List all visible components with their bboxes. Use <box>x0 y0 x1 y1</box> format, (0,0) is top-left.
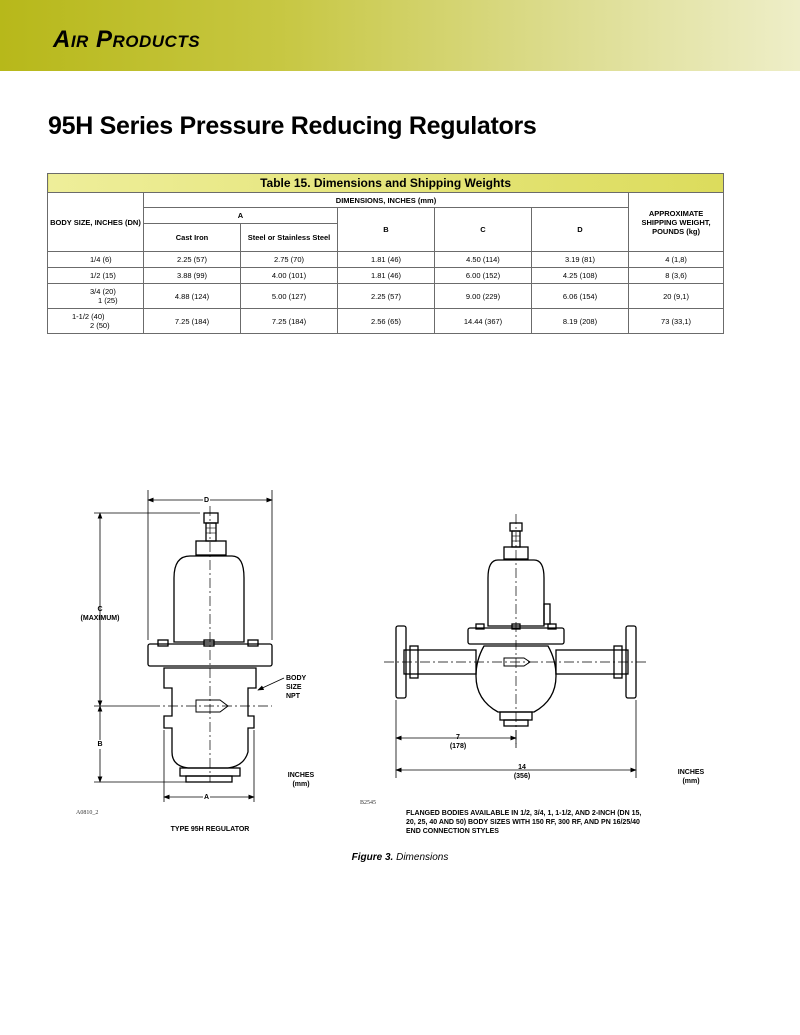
table-caption: Table 15. Dimensions and Shipping Weights <box>48 174 724 193</box>
cell-a-steel: 7.25 (184) <box>241 309 338 334</box>
header-body-size: BODY SIZE, INCHES (DN) <box>48 193 144 252</box>
cell-weight: 4 (1,8) <box>629 252 724 268</box>
header-banner <box>0 0 800 71</box>
dimensions-table <box>47 173 724 334</box>
cell-size-line2: 2 (50) <box>90 321 110 330</box>
cell-a-cast: 7.25 (184) <box>144 309 241 334</box>
cell-c: 4.50 (114) <box>435 252 532 268</box>
cell-d: 8.19 (208) <box>532 309 629 334</box>
page-title: 95H Series Pressure Reducing Regulators <box>48 112 537 140</box>
cell-b: 1.81 (46) <box>338 268 435 284</box>
cell-weight: 20 (9,1) <box>629 284 724 309</box>
figure-caption <box>0 852 800 863</box>
cell-a-steel: 4.00 (101) <box>241 268 338 284</box>
header-d: D <box>532 208 629 252</box>
dim-7-label: 7 <box>456 734 460 741</box>
cell-b: 2.56 (65) <box>338 309 435 334</box>
table-row <box>48 309 724 334</box>
header-a-steel: Steel or Stainless Steel <box>241 224 338 252</box>
dim-b-label: B <box>93 740 107 749</box>
cell-weight: 73 (33,1) <box>629 309 724 334</box>
cell-a-cast: 2.25 (57) <box>144 252 241 268</box>
dim-c-sub-label: (MAXIMUM) <box>80 615 120 622</box>
cell-size-line1: 1-1/2 (40) <box>72 312 105 321</box>
cell-b: 1.81 (46) <box>338 252 435 268</box>
left-units-label-2: (mm) <box>292 781 310 788</box>
header-a-cast: Cast Iron <box>144 224 241 252</box>
figure-caption-label: Figure 3. <box>351 852 394 863</box>
left-dimension-lines <box>94 490 284 802</box>
dim-d-label: D <box>204 497 210 504</box>
cell-a-cast: 3.88 (99) <box>144 268 241 284</box>
flanged-regulator-drawing <box>384 514 648 744</box>
dim-14-label: 14 <box>518 764 526 771</box>
cell-a-steel: 5.00 (127) <box>241 284 338 309</box>
type-95h-regulator-drawing <box>148 506 272 782</box>
left-drawing-id: A0810_2 <box>76 810 99 816</box>
header-weight: APPROXIMATE SHIPPING WEIGHT, POUNDS (kg) <box>629 193 724 252</box>
table-row <box>48 284 724 309</box>
cell-c: 14.44 (367) <box>435 309 532 334</box>
header-b: B <box>338 208 435 252</box>
cell-weight: 8 (3,6) <box>629 268 724 284</box>
brand-logo: Air Products <box>53 26 201 53</box>
cell-size <box>48 284 144 309</box>
cell-size: 1/4 (6) <box>48 252 144 268</box>
left-drawing-title: TYPE 95H REGULATOR <box>170 826 250 833</box>
cell-size-line2: 1 (25) <box>98 296 118 305</box>
left-units-label-1: INCHES <box>287 772 315 779</box>
cell-size: 1/2 (15) <box>48 268 144 284</box>
dim-c-label: C <box>97 606 103 613</box>
cell-b: 2.25 (57) <box>338 284 435 309</box>
dim-a-label: A <box>204 794 210 801</box>
figure-caption-text: Dimensions <box>396 852 449 863</box>
cell-a-cast: 4.88 (124) <box>144 284 241 309</box>
right-drawing-id: B2545 <box>360 800 377 806</box>
dim-14-mm-label: (356) <box>513 773 531 780</box>
header-c: C <box>435 208 532 252</box>
right-units-label-2: (mm) <box>682 778 700 785</box>
cell-d: 4.25 (108) <box>532 268 629 284</box>
cell-c: 9.00 (229) <box>435 284 532 309</box>
header-a: A <box>144 208 338 224</box>
dim-7-mm-label: (178) <box>449 743 467 750</box>
cell-size-line1: 3/4 (20) <box>90 287 116 296</box>
cell-c: 6.00 (152) <box>435 268 532 284</box>
right-units-label-1: INCHES <box>677 769 705 776</box>
flanged-bodies-note: FLANGED BODIES AVAILABLE IN 1/2, 3/4, 1, 1-1/2, AND 2-INCH (DN 15, 20, 25, 40 AND 50) BODY SIZES WITH 150 RF, 300 RF, AND PN 16/25/40 END CONNECTION STYLES <box>406 810 642 835</box>
cell-d: 6.06 (154) <box>532 284 629 309</box>
cell-size <box>48 309 144 334</box>
cell-a-steel: 2.75 (70) <box>241 252 338 268</box>
table-row <box>48 268 724 284</box>
body-size-label-3: NPT <box>286 693 300 700</box>
body-size-label-2: SIZE <box>286 684 302 691</box>
header-dimensions: DIMENSIONS, INCHES (mm) <box>144 193 629 208</box>
body-size-label-1: BODY <box>286 675 307 682</box>
table-row <box>48 252 724 268</box>
cell-d: 3.19 (81) <box>532 252 629 268</box>
